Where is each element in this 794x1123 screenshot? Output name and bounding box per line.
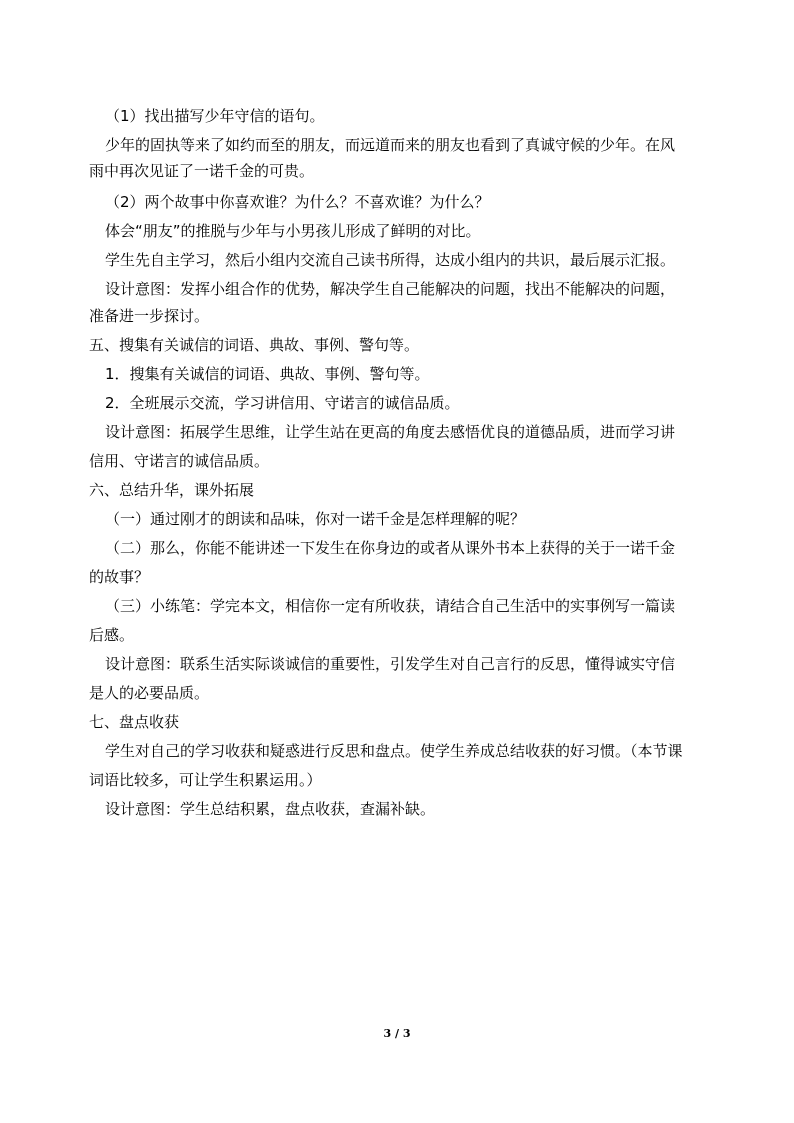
text-line-20: 设计意图：联系生活实际谈诚信的重要性，引发学生对自己言行的反思，懂得诚实守信 xyxy=(105,655,676,673)
text-line-3: 雨中再次见证了一诺千金的可贵。 xyxy=(89,162,315,180)
text-line-1: （1）找出描写少年守信的语句。 xyxy=(105,107,325,125)
text-line-23: 学生对自己的学习收获和疑惑进行反思和盘点。使学生养成总结收获的好习惯。（本节课 xyxy=(105,742,683,760)
text-line-13: 信用、守诺言的诚信品质。 xyxy=(89,452,270,470)
text-line-11: 2．全班展示交流，学习讲信用、守诺言的诚信品质。 xyxy=(105,394,460,412)
text-line-19: 后感。 xyxy=(89,626,135,644)
section-heading-5: 五、搜集有关诚信的词语、典故、事例、警句等。 xyxy=(89,336,420,354)
text-line-18: （三）小练笔：学完本文，相信你一定有所收获，请结合自己生活中的实事例写一篇读 xyxy=(105,597,676,615)
text-line-7: 设计意图：发挥小组合作的优势，解决学生自己能解决的问题，找出不能解决的问题， xyxy=(105,280,676,298)
text-line-24: 词语比较多，可让学生积累运用。） xyxy=(89,771,322,789)
text-line-6: 学生先自主学习，然后小组内交流自己读书所得，达成小组内的共识，最后展示汇报。 xyxy=(105,251,676,269)
text-line-10: 1．搜集有关诚信的词语、典故、事例、警句等。 xyxy=(105,365,430,383)
text-line-21: 是人的必要品质。 xyxy=(89,684,210,702)
text-line-8: 准备进一步探讨。 xyxy=(89,307,210,325)
section-heading-7: 七、盘点收获 xyxy=(89,713,180,731)
text-line-15: （一）通过刚才的朗读和品味，你对一诺千金是怎样理解的呢？ xyxy=(105,510,526,528)
text-line-5: 体会“朋友”的推脱与少年与小男孩儿形成了鲜明的对比。 xyxy=(105,222,481,240)
section-heading-6: 六、总结升华，课外拓展 xyxy=(89,481,255,499)
text-line-17: 的故事？ xyxy=(89,568,150,586)
text-line-4: （2）两个故事中你喜欢谁？为什么？不喜欢谁？为什么？ xyxy=(105,193,490,211)
text-line-12: 设计意图：拓展学生思维，让学生站在更高的角度去感悟优良的道德品质，进而学习讲 xyxy=(105,423,676,441)
text-line-25: 设计意图：学生总结积累，盘点收获，查漏补缺。 xyxy=(105,800,436,818)
page-number: 3 / 3 xyxy=(383,1027,411,1040)
text-line-16: （二）那么，你能不能讲述一下发生在你身边的或者从课外书本上获得的关于一诺千金 xyxy=(105,539,676,557)
text-line-2: 少年的固执等来了如约而至的朋友，而远道而来的朋友也看到了真诚守候的少年。在风 xyxy=(105,136,676,154)
